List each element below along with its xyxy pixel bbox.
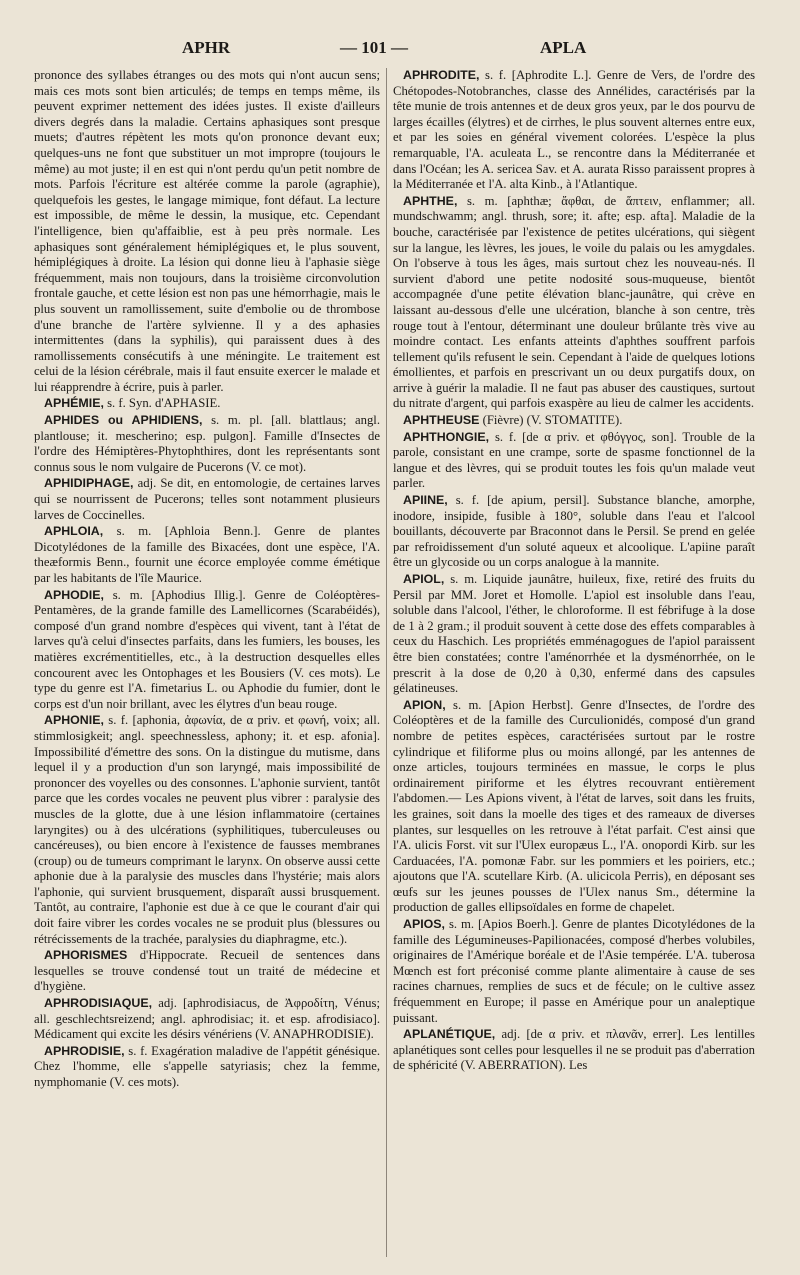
entry-headword: APHTHE, [403, 193, 458, 208]
entry-headword: APHTHEUSE [403, 413, 480, 428]
entry-body: s. f. Exagération maladive de l'appétit génésique. Chez l'homme, elle s'appelle satyriasis; chez la femme, nymphomanie (V. ces mots). [34, 1043, 380, 1089]
entry-headword: APHRODISIAQUE, [44, 996, 153, 1011]
dictionary-entry [34, 524, 380, 586]
entry-body: adj. [aphrodisiacus, de Ἀφροδίτη, Vénus; all. geschlechtsreizend; angl. aphrodisiac; it. et esp. afrodisiaco]. Médicament qui excite les désirs vénériens (V. ANAPHRODISIE). [34, 996, 380, 1042]
left-column [34, 68, 380, 1257]
entry-body: s. m. [Apios Boerh.]. Genre de plantes Dicotylédones de la famille des Légumineuses-Papilionacées, composé d'herbes volubiles, originaires de l'Amérique boréale et de l'Asie tempérée. L'A. tuberosa Mœnch est fort préconisé comme plante alimentaire à cause de ses racines charnues, remplies de sucs et de fécule; on le cultive assez fréquemment en Europe; il passe en Amérique pour un analeptique puissant. [393, 917, 755, 1025]
dictionary-entry [393, 917, 755, 1026]
entry-body: s. m. pl. [all. blattlaus; angl. plantlouse; it. mescherino; esp. pulgon]. Famille d'Insectes de l'ordre des Hémiptères-Phytophthires, dont les représentants sont connus sous le nom vulgaire de Pucerons (V. ce mot). [34, 413, 380, 474]
entry-headword: APHIDES ou APHIDIENS, [44, 413, 203, 428]
entry-body: s. f. Syn. d'APHASIE. [107, 396, 221, 411]
entry-body: s. m. [Apion Herbst]. Genre d'Insectes, de l'ordre des Coléoptères et de la famille des Curculionidés, composé d'un grand nombre de petites espèces, caractérisées surtout par le rostre cylindrique et filiforme plus ou moins allongé, par les antennes de onze articles, toujours terminées en massue, le corps le plus ordinairement piriforme et les élytres recouvrant entièrement l'abdomen.— Les Apions vivent, à l'état de larves, soit dans les fruits, les graines, soit dans la moelle des tiges et des rameaux de diverses plantes, sur lesquelles on les retrouve à l'état parfait. C'est ainsi que l'A. ulicis Forst. vit sur l'Ulex europæus L., l'A. onopordi Kirb. sur les Carduacées, l'A. pomonæ Fabr. sur les pommiers et les poiriers, etc.; ajoutons que l'A. scutellare Kirb. (A. ulicicola Perris), en déposant ses œufs sur les jeunes pousses de l'Ulex nanus Sm., détermine la production de galles ellipsoïdales en forme de chapelet. [393, 697, 755, 915]
dictionary-entry [393, 68, 755, 193]
entry-body: d'Hippocrate. Recueil de sentences dans lesquelles se trouve condensé tout un traité de médecine et d'hygiène. [34, 948, 380, 994]
entry-headword: APHLOIA, [44, 524, 104, 539]
entry-headword: APHRODITE, [403, 68, 480, 82]
entry-body: s. f. [Aphrodite L.]. Genre de Vers, de l'ordre des Chétopodes-Notobranches, classe des Annélides, caractérisés par la tête munie de trois antennes et de deux gros yeux, par le dos pourvu de larges écailles (élytres) et de cirrhes, le plus souvent alternes entre eux, et par les soies en général vivement colorées. L'espèce la plus remarquable, l'A. aculeata L., se rencontre dans la Méditerranée et dans l'Océan; les A. sericea Sav. et A. aurata Risso paraissent propres à la Méditerranée et l'A. alta Kinb., à l'Atlantique. [393, 68, 755, 192]
dictionary-entry [34, 1044, 380, 1091]
entry-headword: APHORISMES [44, 948, 128, 963]
entry-headword: APHTHONGIE, [403, 429, 490, 444]
dictionary-entry [393, 413, 755, 429]
entry-body: s. m. [Aphloia Benn.]. Genre de plantes Dicotylédones de la famille des Bixacées, dont une espèce, l'A. theæformis Benn., fournit une écorce employée comme émétique par les habitants de l'île Maurice. [34, 524, 380, 585]
entry-body: adj. Se dit, en entomologie, de certaines larves qui se nourrissent de Pucerons; telles sont notamment plusieurs larves de Coccinelles. [34, 476, 380, 522]
entry-body: (Fièvre) (V. STOMATITE). [482, 413, 623, 428]
running-head-right: APLA [540, 38, 587, 57]
entry-body: s. m. [aphthæ; ἄφθαι, de ἅπτειν, enflammer; all. mundschwamm; angl. thrush, sore; it. afte; esp. afta]. Maladie de la bouche, caractérisée par l'existence de petites ulcérations, qui siègent sur la langue, les lèvres, les joues, le voile du palais ou les amygdales. On l'observe à tous les âges, mais surtout chez les nouveau-nés. Il survient d'abord une petite nodosité sous-muqueuse, bientôt accompagnée d'une petite élévation blanc-jaunâtre, qui crève en laissant au-dessous d'elle une ulcération, blanche à son centre, très rouge tout à l'entour, déterminant une douleur brûlante très vive au moindre contact. Les enfants atteints d'aphthes souffrent parfois tellement qu'ils refusent le sein. Cependant à l'aide de quelques lotions émollientes, et parfois en prescrivant un ou deux purgatifs doux, on arrive à guérir la maladie. Il ne faut pas abuser des caustiques, surtout du nitrate d'argent, qui parfois exaspère au lieu de calmer les accidents. [393, 193, 755, 411]
entry-body: s. f. [de apium, persil]. Substance blanche, amorphe, inodore, insipide, fusible à 180°, soluble dans l'eau et l'alcool bouillants, découverte par Braconnot dans le Persil. Se prend en gelée par refroidissement d'un soluté aqueux et alcoolique. L'apiine paraît être un glycoside ou un corps analogue à la mannite. [393, 493, 755, 570]
column-divider [386, 68, 387, 1257]
entry-body: s. f. [de α priv. et φθόγγος, son]. Trouble de la parole, consistant en une crampe, sorte de spasme fonctionnel de la langue et des lèvres, qui se produit toutes les fois qu'un malade veut parler. [393, 429, 755, 491]
entry-body: prononce des syllabes étranges ou des mots qui n'ont aucun sens; mais ces mots sont bien articulés; de temps en temps même, ils peuvent exprimer nettement des idées justes. Il existe d'ailleurs divers degrés dans la maladie. Certains aphasiques sont presque muets; d'autres répètent les mots qu'on prononce devant eux; quelques-uns ne font que substituer un mot impropre (toujours le même) au mot juste; il en est qui n'ont perdu qu'un petit nombre de mots. Parfois l'écriture est altérée comme la parole (agraphie), quelquefois les gestes, le langage mimique, font défaut. La lecture est impossible, de même le dessin, la musique, etc. Cependant l'intelligence, bien qu'affaiblie, est à peu près normale. Les aphasiques sont généralement hémiplégiques et, le plus souvent, hémiplégiques à droite. La lésion qui donne lieu à l'aphasie siège fréquemment, mais non toujours, dans la troisième circonvolution frontale gauche, et cette lésion est non pas une hémorrhagie, mais le plus souvent un ramollissement, suite d'embolie ou de thrombose d'une branche de l'artère sylvienne. Il y a des aphasies intermittentes (dans la syphilis), qui paraissent dues à des ramollissements consécutifs à une méningite. Le traitement est celui de la lésion cérébrale, mais il faut ensuite exercer le malade et lui réapprendre à écrire, puis à parler. [34, 68, 380, 394]
entry-body: s. m. Liquide jaunâtre, huileux, fixe, retiré des fruits du Persil par MM. Joret et Homolle. L'apiol est insoluble dans l'eau, soluble dans l'alcool, l'éther, le chloroforme. Il est fébrifuge à la dose de 1 à 2 gram.; il produit souvent à cette dose des effets comparables à ceux du Haschich. Les propriétés emménagogues de l'apiol paraissent être bien constatées; contre l'aménorrhée et la dysménorrhée, on le prescrit à la dose de 0,20 à 0,30, enfermé dans des capsules gélatineuses. [393, 572, 755, 696]
entry-body: adj. [de α priv. et πλανᾶν, errer]. Les lentilles aplanétiques sont celles pour lesquelles il ne se produit pas d'aberration de sphéricité (V. ABERRATION). Les [393, 1027, 755, 1073]
dictionary-entry [34, 413, 380, 475]
dictionary-entry [393, 572, 755, 697]
dictionary-entry [393, 698, 755, 916]
dictionary-entry [34, 476, 380, 523]
dictionary-entry [34, 588, 380, 713]
dictionary-entry [34, 713, 380, 947]
entry-headword: APHIDIPHAGE, [44, 476, 134, 491]
dictionary-entry [34, 948, 380, 995]
entry-headword: APLANÉTIQUE, [403, 1027, 496, 1042]
entry-headword: APION, [403, 697, 446, 712]
entry-body: s. f. [aphonia, ἀφωνία, de α priv. et φωνή, voix; all. stimmlosigkeit; angl. speechnessless, aphony; it. et esp. afonia]. Impossibilité d'émettre des sons. On la distingue du mutisme, dans lequel il y a production d'un son laryngé, mais impossibilité de prononcer des voyelles ou des consonnes. L'aphonie survient, tantôt parce que les cordes vocales ne peuvent plus vibrer : paralysie des muscles de la glotte, due à une lésion inflammatoire (certaines laryngites) ou à des ulcérations (syphilitiques, tuberculeuses ou cancéreuses), ou bien encore à l'existence de fausses membranes (croup) ou de tumeurs comprimant le larynx. On observe aussi cette aphonie due à la paralysie des muscles dans l'hystérie; mais alors l'aphonie, qui survient brusquement, disparaît aussi brusquement. Tantôt, au contraire, l'aphonie est due à ce que le courant d'air qui doit faire vibrer les cordes vocales ne se produit plus (blessures ou rétrécissements de la trachée, paralysies du diaphragme, etc.). [34, 713, 380, 946]
entry-headword: APIOL, [403, 572, 445, 586]
entry-headword: APIOS, [403, 917, 445, 932]
entry-continuation [34, 68, 380, 395]
dictionary-entry [393, 493, 755, 571]
dictionary-entry [393, 430, 755, 492]
page-number: — 101 — [340, 38, 408, 57]
page-header [0, 38, 800, 62]
running-head-left: APHR [182, 38, 231, 57]
entry-headword: APIINE, [403, 493, 448, 508]
dictionary-entry [393, 194, 755, 412]
entry-headword: APHÉMIE, [44, 396, 104, 411]
entry-headword: APHODIE, [44, 587, 104, 602]
entry-headword: APHONIE, [44, 713, 104, 728]
dictionary-entry [34, 396, 380, 412]
dictionary-entry [34, 996, 380, 1043]
right-column [393, 68, 755, 1257]
entry-headword: APHRODISIE, [44, 1043, 125, 1058]
dictionary-entry [393, 1027, 755, 1074]
entry-body: s. m. [Aphodius Illig.]. Genre de Coléoptères-Pentamères, de la grande famille des Lamellicornes (Scarabéidés), composé d'un grand nombre d'espèces qui vivent, tant à l'état de larves qu'à celui d'insectes parfaits, dans les fumiers, les bouses, les matières excrémentitielles, etc., à la destruction desquelles elles concourent avec les Ontophages et les Bousiers (V. ces mots). Le type du genre est l'A. fimetarius L. ou Aphodie du fumier, dont le corps est d'un noir brillant, avec les élytres d'un beau rouge. [34, 587, 380, 711]
